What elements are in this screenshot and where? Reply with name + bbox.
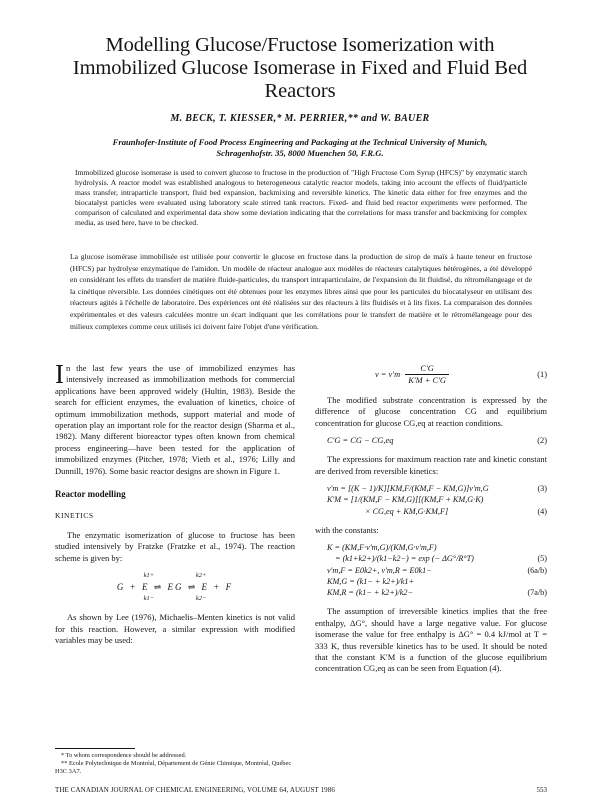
rate-constant-k1-reverse: k1−	[143, 594, 155, 602]
equation-1-numerator: C′G	[405, 363, 449, 375]
irreversible-kinetics-paragraph: The assumption of irreversible kinetics implies that the free enthalpy, ΔG°, should have a large negative value. For glucose isomerase the value for free enthalpy is ΔG° = 0.4 kJ/mol at T = 333 K, thus reversible kinetics has to be used. It should be noted that the constant K′M is a function of the glucose equilibrium concentration CG,eq as can be seen from Equation (4).	[315, 606, 547, 674]
equations-3-4	[315, 483, 547, 517]
kinetics-paragraph: The enzymatic isomerization of glucose to fructose has been studied intensively by Fratzke (Fratzke et al., 1974). The reaction scheme is given by:	[55, 529, 295, 563]
equation-5-line-1: K = (KM,F·v′m,G)/(KM,G·v′m,F)	[327, 543, 437, 553]
equation-7-number: (7a/b)	[527, 588, 547, 598]
constants-intro: with the constants:	[315, 524, 379, 535]
equation-1-fraction	[405, 363, 449, 387]
reversible-kinetics-paragraph: The expressions for maximum reaction rate and kinetic constant are derived from reversible kinetics:	[315, 454, 547, 476]
equation-3-number: (3)	[537, 484, 547, 494]
section-heading: Reactor modelling	[55, 489, 126, 500]
equation-2-body: C′G = CG − CG,eq	[327, 436, 394, 446]
michaelis-menten-paragraph: As shown by Lee (1976), Michaelis–Menten kinetics is not valid for this reaction. However, a similar expression with modified variables may be used:	[55, 612, 295, 646]
equation-4-line-1: K′M = [1/(KM,F − KM,G)][(KM,F + KM,G·K)	[327, 495, 484, 505]
right-column	[315, 363, 547, 675]
paper-title: Modelling Glucose/Fructose Isomerization with Immobilized Glucose Isomerase in Fixed and Fluid Bed Reactors	[72, 34, 528, 102]
reaction-equation: G + E ⇌ EG ⇌ E + F	[116, 581, 234, 592]
equation-4-number: (4)	[537, 506, 547, 516]
equation-7a: KM,G = (k1− + k2+)/k1+	[327, 576, 414, 586]
rate-constant-k1-forward: k1+	[143, 572, 155, 580]
footnote-correspondence: * To whom correspondence should be addressed.	[61, 752, 187, 759]
equation-5-line-2: = (k1+k2+)/(k1−k2−) = exp (− ΔG°/R°T)	[335, 554, 474, 564]
affiliation-line-1: Fraunhofer-Institute of Food Process Engineering and Packaging at the Technical University of Munich,	[112, 137, 488, 147]
equation-7b: KM,R = (k1− + k2+)/k2−	[327, 588, 414, 598]
affiliation	[70, 137, 530, 159]
affiliation-line-2: Schragenhofstr. 35, 8000 Muenchen 50, F.R.G.	[216, 148, 384, 158]
abstract-english: Immobilized glucose isomerase is used to convert glucose to fructose in the production of "High Fructose Corn Syrup (HFCS)" by enzymatic starch hydrolysis. A reactor model was established analogous to heterogeneous catalytic reactor models, taking into account the effects of fluid/particle mass transfer, intraparticle transport, fluid bed expansion, backmixing and reversible kinetics. The kinetic data either for free enzymes and the biocatalyst particles were evaluated using laboratory scale stirred tank reactors. Fixed- and fluid bed reactor experiments were performed. The comparison of calculated and experimental data show some deviation indicating that the correlations for mass transfer and backmixing for complex media, as used here, have to be checked.	[75, 168, 527, 227]
equation-1-number: (1)	[537, 370, 547, 380]
subsection-heading: KINETICS	[55, 511, 94, 521]
reaction-scheme	[55, 570, 295, 604]
equation-1	[315, 363, 547, 387]
equation-5-number: (5)	[537, 554, 547, 564]
author-list: M. BECK, T. KIESSER,* M. PERRIER,** and W. BAUER	[170, 113, 430, 124]
footnote-divider	[55, 748, 135, 749]
page-number: 553	[536, 786, 547, 794]
journal-footer: THE CANADIAN JOURNAL OF CHEMICAL ENGINEERING, VOLUME 64, AUGUST 1986	[55, 786, 335, 794]
rate-constant-k2-forward: k2+	[195, 572, 207, 580]
substrate-paragraph: The modified substrate concentration is expressed by the difference of glucose concentration CG and equilibrium concentration for glucose CG,eq at reaction conditions.	[315, 394, 547, 428]
left-column	[55, 359, 295, 647]
abstract-french: La glucose isomérase immobilisée est utilisée pour convertir le glucose en fructose dans la production de sirop de maïs à haute teneur en fructose (HFCS) par hydrolyse enzymatique de l'amidon. Un modèle de réacteur analogue aux modèles de réacteurs catalytiques hétérogènes, a été développé en considérant les effets du transfert de matière fluide-particules, du transport intraparticulaire, de l'expansion du lit fluidisé, du rétromélangeage et de la cinétique réversible. Les données cinétiques ont été obtenues pour les enzymes libres ainsi que pour les particules du biocatalyseur en utilisant des réacteurs agités à l'échelle de laboratoire. Des expériences ont été réalisées sur des réacteurs à lits fluidisés et à lits fixes. La comparaison des données expérimentales et des valeurs calculées montre un écart indiquant que les corrélations pour le transfert de matière et le rétromélangeage pour des milieux complexes comme ceux utilisés ici doivent faire l'objet d'une vérification.	[70, 252, 532, 331]
equation-1-lhs: v = v′m	[375, 369, 401, 379]
equation-1-denominator: K′M + C′G	[408, 376, 446, 386]
equation-2	[315, 435, 547, 446]
footnote-montreal: ** Ecole Polytechnique de Montréal, Département de Génie Chimique, Montréal, Québec H3C 3A7.	[55, 760, 292, 776]
footnotes	[55, 752, 295, 777]
rate-constant-k2-reverse: k2−	[195, 594, 207, 602]
equations-5-7	[315, 542, 547, 598]
equation-3-body: v′m = [(K − 1)/K][KM,F/(KM,F − KM,G)]v′m,G	[327, 484, 489, 494]
equation-2-number: (2)	[537, 436, 547, 446]
equation-6-body: v′m,F = E0k2+, v′m,R = E0k1−	[327, 565, 432, 575]
equation-4-line-2: × CG,eq + KM,G·KM,F]	[365, 506, 449, 516]
equation-6-number: (6a/b)	[527, 565, 547, 575]
introduction-paragraph: In the last few years the use of immobilized enzymes has intensively increased as immobilization methods for commercial applications have been approved widely (Hultin, 1983). Beside the search for efficient enzymes, the evaluation of kinetics, choice of optimum immobilization methods, support material and mode of operation play an important role for the reactor design (Sharma et al., 1982). Many different bioreactor types often known from chemical process engineering—have been tested for the application of immobilized enzymes (Pitcher, 1978; Vieth et al., 1976; Lilly and Dunnill, 1976). Some basic reactor designs are shown in Figure 1.	[55, 359, 295, 476]
